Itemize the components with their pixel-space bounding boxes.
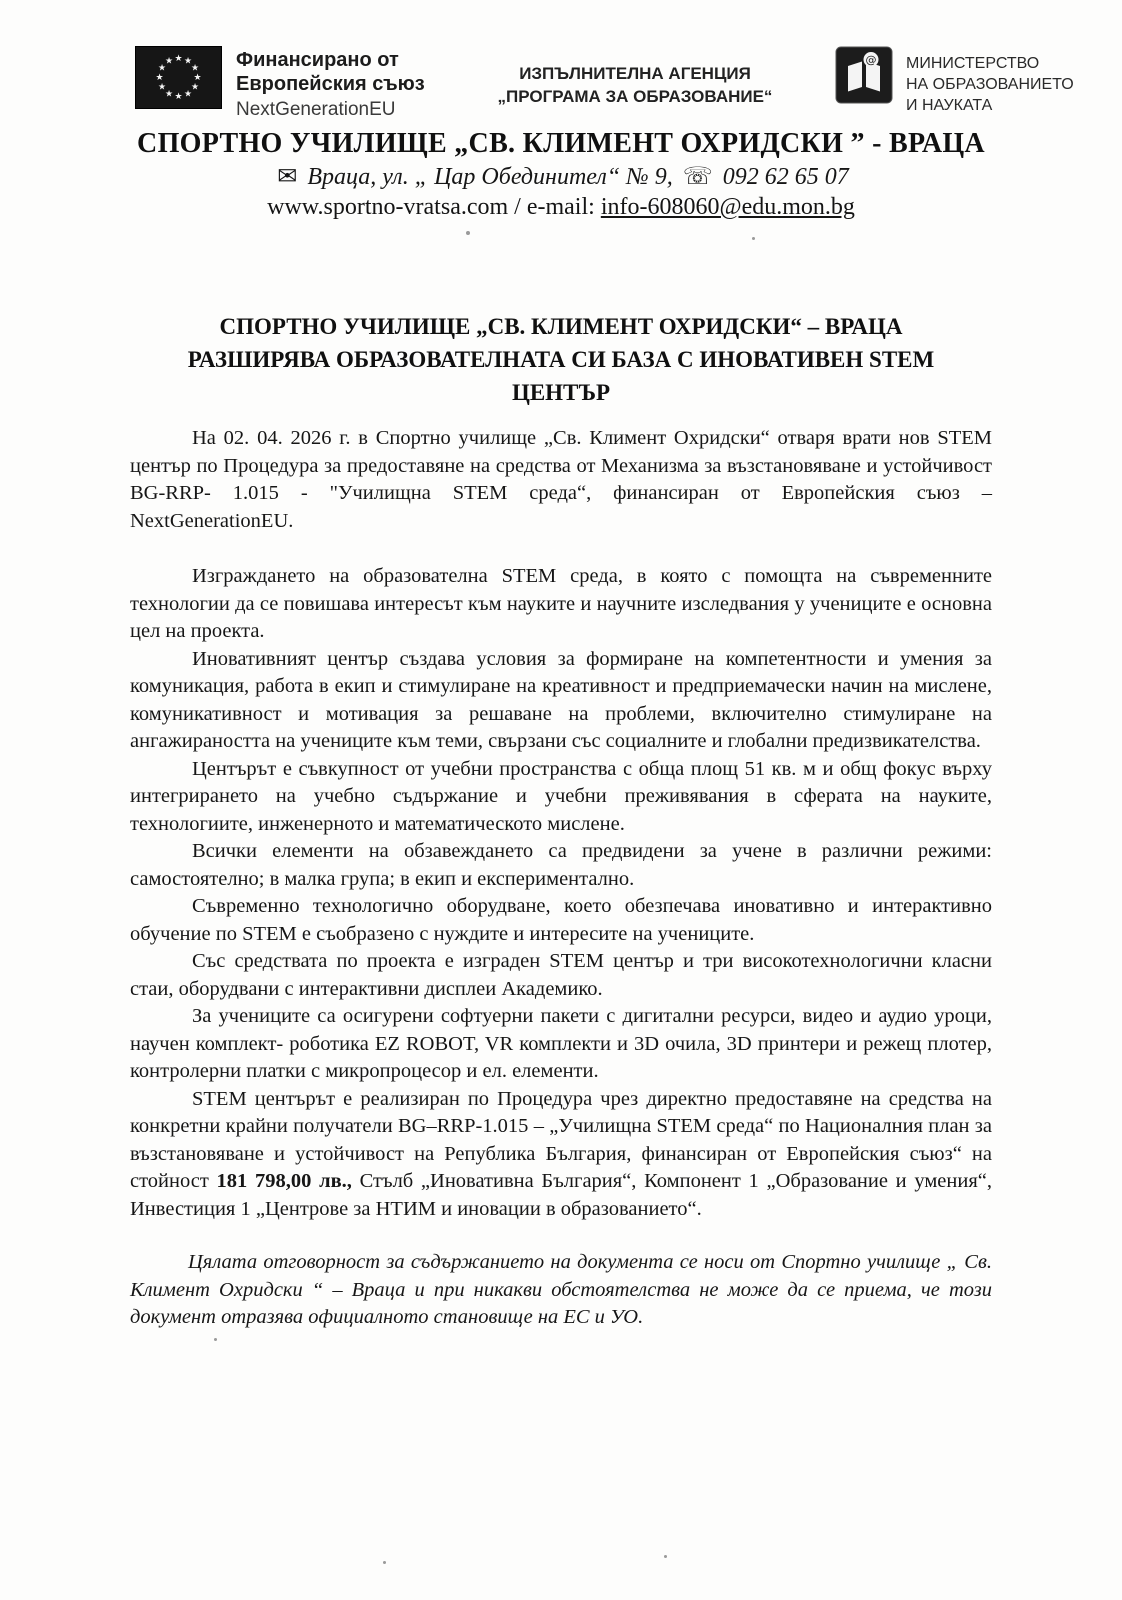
- eu-funding-line2: Европейския съюз: [236, 73, 425, 95]
- scan-speck: [214, 1338, 217, 1341]
- agency-line1: ИЗПЪЛНИТЕЛНА АГЕНЦИЯ: [519, 64, 751, 83]
- paragraph-area: Центърът е съвкупност от учебни пространства с обща площ 51 кв. м и общ фокус върху интегрирането на учебно съдържание и учебни преживявания в сферата на науките, технологиите, инженерното и математическото мислене.: [130, 757, 992, 835]
- funding-text-before: STEM центърът е реализиран по Процедура чрез директно предоставяне на средства на конкретни крайни получатели BG–RRP-1.015 – „Училищна STEM среда“ по Националния план за възстановяване и устойчивост на Република България, финансиран от Европейския съюз“ на стойност: [130, 1087, 992, 1192]
- svg-text:★: ★: [157, 63, 167, 74]
- disclaimer-paragraph: Цялата отговорност за съдържанието на документа се носи от Спортно училище „ Св. Климент Охридски “ – Враца и при никакви обстоятелства не може да се приема, че този документ отразява официалното становище на ЕС и УО.: [130, 1251, 992, 1328]
- paragraph-software: За учениците са осигурени софтуерни пакети с дигитални ресурси, видео и аудио уроци, научен комплект- роботика EZ ROBOT, VR комплекти и 3D очила, 3D принтери и режещ плотер, контролерни платки с микропроцесор и ел. елементи.: [130, 1005, 992, 1082]
- ministry-book-icon: [835, 46, 893, 104]
- svg-text:★: ★: [183, 56, 193, 67]
- school-name: СПОРТНО УЧИЛИЩЕ „СВ. КЛИМЕНТ ОХРИДСКИ ” - ВРАЦА: [137, 128, 985, 159]
- svg-text:★: ★: [190, 63, 200, 74]
- ministry-line2: НА ОБРАЗОВАНИЕТО: [906, 76, 1074, 93]
- envelope-icon: ✉: [277, 164, 298, 190]
- eu-funding-logo: [135, 46, 465, 122]
- school-web-line: [0, 194, 1122, 221]
- eu-funding-line3: NextGenerationEU: [236, 99, 396, 120]
- ministry-line3: И НАУКАТА: [906, 97, 993, 114]
- funding-text-after: Стълб „Иновативна България“, Компонент 1 „Образование и умения“, Инвестиция 1 „Центрове за НТИМ и иновации в образованието“.: [130, 1170, 992, 1220]
- svg-text:★: ★: [190, 82, 200, 93]
- eu-funding-line1: Финансирано от: [236, 49, 399, 71]
- document-title-line1: СПОРТНО УЧИЛИЩЕ „СВ. КЛИМЕНТ ОХРИДСКИ“ – ВРАЦА: [219, 314, 903, 339]
- svg-text:★: ★: [164, 56, 174, 67]
- school-phone: 092 62 65 07: [722, 164, 849, 190]
- scan-speck: [383, 1561, 386, 1564]
- school-website: www.sportno-vratsa.com / e-mail:: [267, 194, 601, 220]
- ministry-line1: МИНИСТЕРСТВО: [906, 55, 1040, 72]
- document-body: [130, 310, 992, 1332]
- svg-text:★: ★: [174, 92, 183, 102]
- svg-text:★: ★: [164, 89, 174, 100]
- ministry-text: [906, 46, 1074, 116]
- svg-text:★: ★: [174, 54, 183, 64]
- school-letterhead: [0, 128, 1122, 221]
- school-address-line: [0, 162, 1122, 191]
- eu-funding-text: [236, 46, 425, 122]
- svg-text:★: ★: [157, 82, 167, 93]
- paragraph-goal: Изграждането на образователна STEM среда, в която с помощта на съвременните технологии да се повишава интересът към науките и научните изследвания у учениците е основна цел на проекта.: [130, 565, 992, 642]
- scan-speck: [752, 237, 755, 240]
- document-title: [130, 310, 992, 409]
- paragraph-furniture: Всички елементи на обзавеждането са предвидени за учене в различни режими: самостоятелно; в малка група; в екип и експериментално.: [130, 840, 992, 890]
- paragraph-intro: На 02. 04. 2026 г. в Спортно училище „Св. Климент Охридски“ отваря врати нов STEM център по Процедура за предоставяне на средства от Механизма за възстановяване и устойчивост BG-RRP- 1.015 - "Училищна STEM среда“, финансиран от Европейския съюз – NextGenerationEU.: [130, 427, 992, 532]
- funding-amount: 181 798,00 лв.,: [216, 1170, 352, 1192]
- svg-text:@: @: [865, 53, 877, 67]
- scan-speck: [466, 231, 470, 235]
- svg-text:★: ★: [183, 89, 193, 100]
- school-address: Враца, ул. „ Цар Обединител“ № 9,: [307, 164, 673, 190]
- paragraph-competencies: Иновативният център създава условия за формиране на компетентности и умения за комуникация, работа в екип и стимулиране на креативност и предприемачески начин на мислене, комуникативност и мотивация за решаване на проблеми, включително стимулиране на ангажираността на учениците към теми, свързани със социалните и глобални предизвикателства.: [130, 647, 992, 752]
- paragraph-classrooms: Със средствата по проекта е изграден STEM център и три високотехнологични класни стаи, оборудвани с интерактивни дисплеи Академико.: [130, 950, 992, 1000]
- school-email: info-608060@edu.mon.bg: [600, 194, 855, 220]
- paragraph-equipment: Съвременно технологично оборудване, което обезпечава иновативно и интерактивно обучение по STEM е съобразено с нуждите и интересите на учениците.: [130, 895, 992, 945]
- phone-icon: ☏: [682, 164, 713, 190]
- header-logo-band: [0, 46, 1122, 122]
- svg-text:★: ★: [155, 73, 164, 83]
- svg-text:★: ★: [193, 73, 202, 83]
- document-title-line2: РАЗШИРЯВА ОБРАЗОВАТЕЛНАТА СИ БАЗА С ИНОВАТИВЕН STEM: [187, 347, 935, 372]
- scan-speck: [664, 1555, 667, 1558]
- executive-agency-title: [470, 46, 800, 108]
- ministry-logo: [835, 46, 1074, 116]
- document-title-line3: ЦЕНТЪР: [511, 380, 611, 405]
- agency-line2: „ПРОГРАМА ЗА ОБРАЗОВАНИЕ“: [497, 87, 773, 106]
- paragraph-funding: [130, 1086, 992, 1224]
- eu-flag-icon: [135, 46, 222, 109]
